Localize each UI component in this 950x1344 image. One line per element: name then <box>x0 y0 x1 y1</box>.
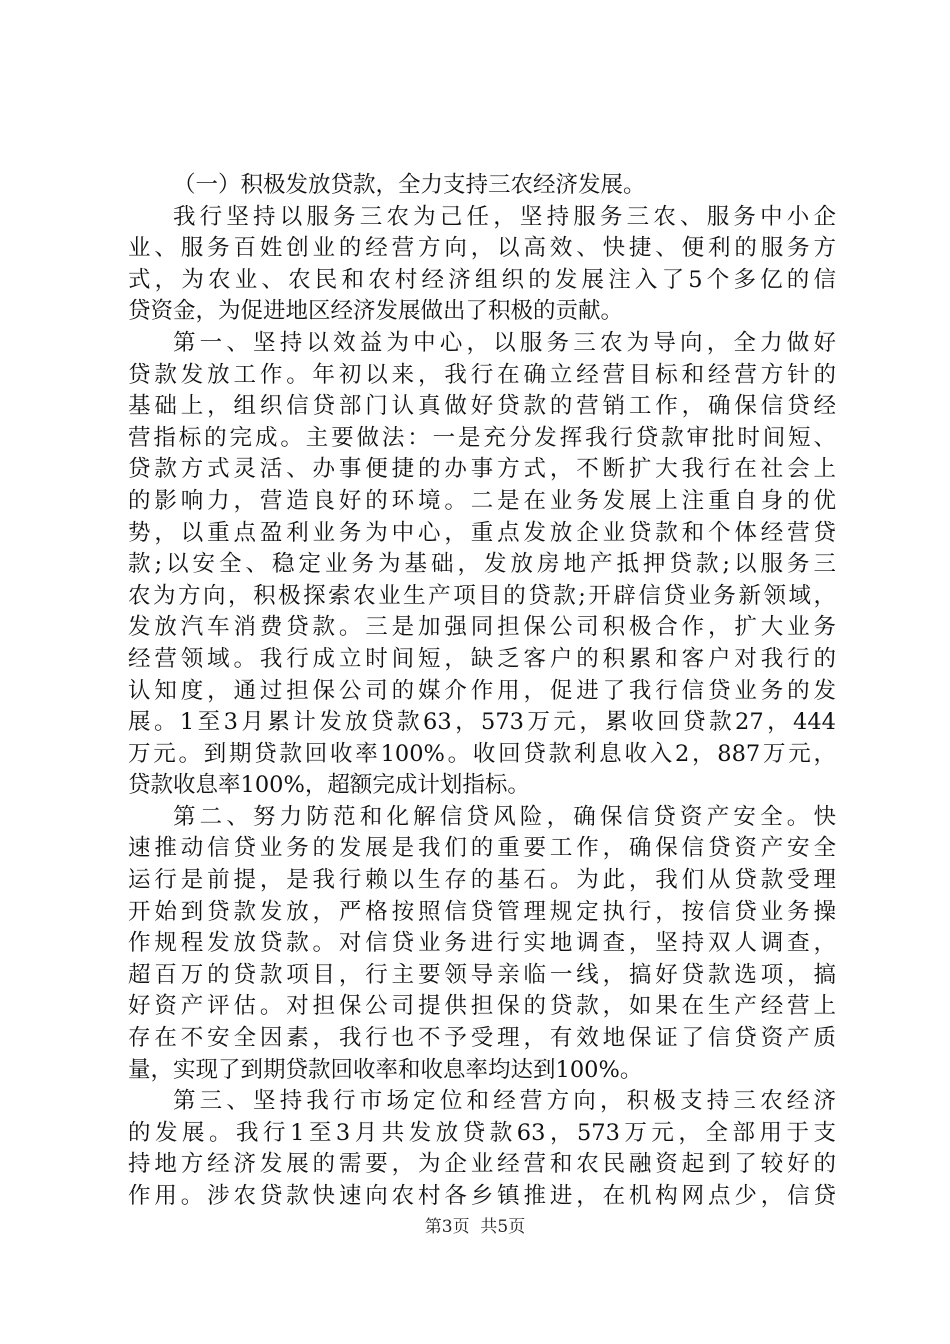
text-line: 运行是前提，是我行赖以生存的基石。为此，我们从贷款受理 <box>128 867 836 894</box>
text-line: 万元。到期贷款回收率100%。收回贷款利息收入2，887万元， <box>128 740 836 767</box>
text-line: 贷款发放工作。年初以来，我行在确立经营目标和经营方针的 <box>128 361 836 388</box>
text-line: 认知度，通过担保公司的媒介作用，促进了我行信贷业务的发 <box>128 677 836 704</box>
text-line: 速推动信贷业务的发展是我们的重要工作，确保信贷资产安全 <box>128 835 836 862</box>
text-line: 量，实现了到期贷款回收率和收息率均达到100%。 <box>128 1056 643 1083</box>
text-line: 作规程发放贷款。对信贷业务进行实地调查，坚持双人调查， <box>128 930 836 957</box>
text-line: 营指标的完成。主要做法：一是充分发挥我行贷款审批时间短、 <box>128 424 836 451</box>
text-line: 第一、坚持以效益为中心，以服务三农为导向，全力做好 <box>173 329 836 356</box>
text-line: 的发展。我行1至3月共发放贷款63，573万元，全部用于支 <box>128 1119 836 1146</box>
document-body <box>128 170 836 1213</box>
text-line: 持地方经济发展的需要，为企业经营和农民融资起到了较好的 <box>128 1151 836 1178</box>
text-line: 存在不安全因素，我行也不予受理，有效地保证了信贷资产质 <box>128 1025 836 1052</box>
page-number-label: 第3页 共5页 <box>424 1217 526 1237</box>
text-line: 我行坚持以服务三农为己任，坚持服务三农、服务中小企 <box>173 203 836 230</box>
text-line: 好资产评估。对担保公司提供担保的贷款，如果在生产经营上 <box>128 993 836 1020</box>
page-footer <box>0 1216 950 1238</box>
text-line: 经营领域。我行成立时间短，缺乏客户的积累和客户对我行的 <box>128 645 836 672</box>
text-line: 贷资金，为促进地区经济发展做出了积极的贡献。 <box>128 298 624 325</box>
text-line: 农为方向，积极探索农业生产项目的贷款;开辟信贷业务新领域， <box>128 582 836 609</box>
text-line: 开始到贷款发放，严格按照信贷管理规定执行，按信贷业务操 <box>128 898 836 925</box>
text-line: 业、服务百姓创业的经营方向，以高效、快捷、便利的服务方 <box>128 235 836 262</box>
text-line: 贷款方式灵活、办事便捷的办事方式，不断扩大我行在社会上 <box>128 456 836 483</box>
text-line: 势，以重点盈利业务为中心，重点发放企业贷款和个体经营贷 <box>128 519 836 546</box>
text-line: 贷款收息率100%，超额完成计划指标。 <box>128 772 530 799</box>
text-line: 第三、坚持我行市场定位和经营方向，积极支持三农经济 <box>173 1088 836 1115</box>
text-line: （一）积极发放贷款，全力支持三农经济发展。 <box>173 172 646 198</box>
text-line: 作用。涉农贷款快速向农村各乡镇推进，在机构网点少，信贷 <box>128 1183 836 1209</box>
text-line: 基础上，组织信贷部门认真做好贷款的营销工作，确保信贷经 <box>128 393 836 420</box>
text-line: 式，为农业、农民和农村经济组织的发展注入了5个多亿的信 <box>128 266 836 293</box>
text-line: 款;以安全、稳定业务为基础，发放房地产抵押贷款;以服务三 <box>128 551 836 578</box>
text-line: 第二、努力防范和化解信贷风险，确保信贷资产安全。快 <box>173 803 836 830</box>
text-line: 发放汽车消费贷款。三是加强同担保公司积极合作，扩大业务 <box>128 614 836 641</box>
text-line: 的影响力，营造良好的环境。二是在业务发展上注重自身的优 <box>128 487 836 514</box>
text-line: 超百万的贷款项目，行主要领导亲临一线，搞好贷款选项，搞 <box>128 961 836 988</box>
text-line: 展。1至3月累计发放贷款63，573万元，累收回贷款27，444 <box>128 709 836 736</box>
